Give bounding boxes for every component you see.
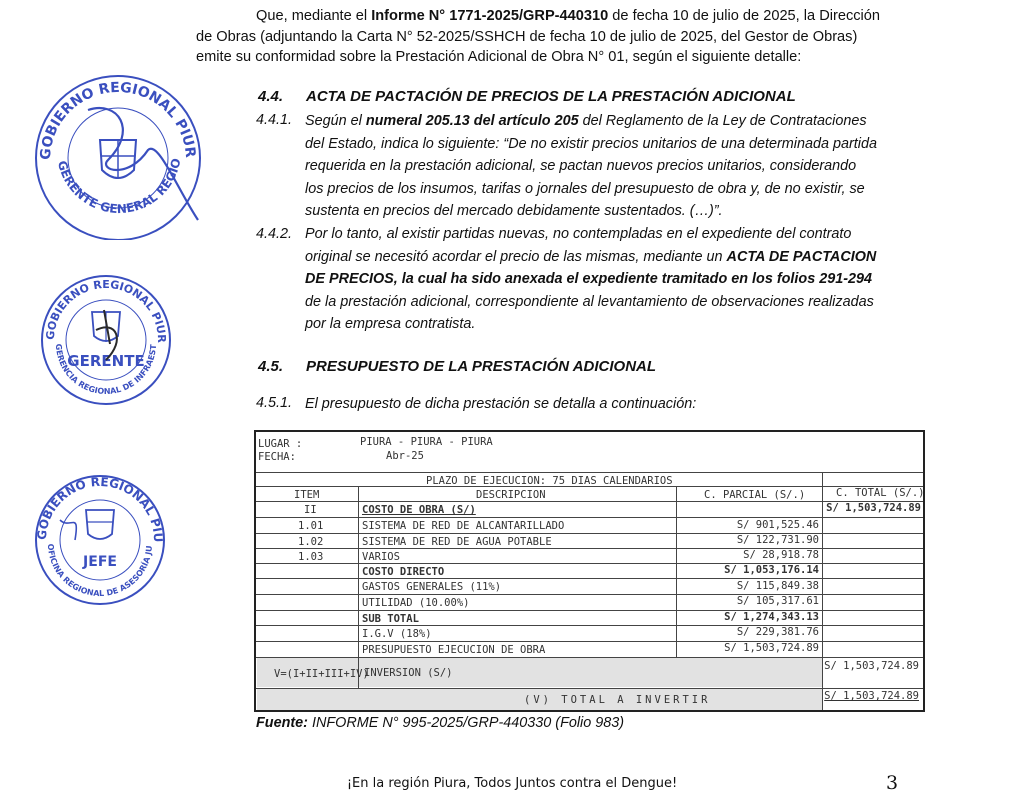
stamp-gerente-general bbox=[28, 70, 208, 245]
text: Según el bbox=[305, 113, 366, 129]
inversion-desc: INVERSION (S/) bbox=[364, 667, 453, 679]
text: original se necesitó acordar el precio de las mismas, mediante un bbox=[305, 248, 727, 265]
stamp-2-role: GERENTE bbox=[67, 352, 145, 370]
peru-emblem-icon bbox=[86, 510, 114, 539]
row-2-item: 1.02 bbox=[298, 536, 324, 548]
stamp-3-top: GOBIERNO REGIONAL PIU bbox=[34, 474, 166, 543]
informe-reference: Informe N° 1771-2025/GRP-440310 bbox=[371, 8, 609, 24]
intro-line-3: emite su conformidad sobre la Prestación Adicional de Obra N° 01, según el siguiente detalle: bbox=[196, 49, 802, 65]
intro-text: de fecha 10 de julio de 2025, la Dirección bbox=[608, 8, 881, 24]
text: del Reglamento de la Ley de Contrataciones bbox=[578, 113, 867, 129]
summary-2-desc: GASTOS GENERALES (11%) bbox=[362, 581, 502, 593]
fecha-value: Abr-25 bbox=[386, 450, 424, 462]
paragraph-number: 4.4.2. bbox=[256, 226, 293, 242]
footer-slogan: ¡En la región Piura, Todos Juntos contra el Dengue! bbox=[346, 776, 678, 791]
header-c-total: C. TOTAL (S/.) bbox=[836, 487, 925, 499]
section-title: PRESUPUESTO DE LA PRESTACIÓN ADICIONAL bbox=[306, 358, 657, 375]
summary-1-desc: COSTO DIRECTO bbox=[362, 566, 445, 578]
p441-line-3: requerida en la prestación adicional, se pactan nuevos precios unitarios, considerando bbox=[305, 158, 857, 175]
row-2-desc: SISTEMA DE RED DE AGUA POTABLE bbox=[362, 536, 552, 548]
row-3-desc: VARIOS bbox=[362, 551, 400, 563]
signature-icon bbox=[60, 520, 76, 540]
p442-line-2 bbox=[305, 246, 897, 269]
grand-total-label: (V) TOTAL A INVERTIR bbox=[524, 694, 711, 706]
intro-paragraph bbox=[196, 6, 900, 68]
inversion-item: V=(I+II+III+IV) bbox=[274, 668, 369, 680]
section-title: ACTA DE PACTACIÓN DE PRECIOS DE LA PRESTACIÓN ADICIONAL bbox=[306, 88, 796, 105]
budget-table bbox=[254, 430, 925, 712]
svg-text:GOBIERNO REGIONAL PIURA bbox=[36, 270, 168, 343]
stamp-gerencia-infraestructura bbox=[36, 270, 176, 415]
svg-text:GOBIERNO REGIONAL PIURA bbox=[30, 470, 165, 543]
p441-line-5: sustenta en precios del mercado debidamente sustentados. (…)”. bbox=[305, 203, 723, 220]
paragraph-4-4-1 bbox=[305, 110, 897, 223]
stamp-1-bottom: GERENTE GENERAL REGIO bbox=[54, 157, 184, 217]
svg-text:GOBIERNO REGIONAL PIURA bbox=[28, 70, 198, 160]
summary-4-parcial: S/ 1,274,343.13 bbox=[724, 611, 819, 623]
section-number: 4.4. bbox=[258, 88, 284, 105]
header-descripcion: DESCRIPCION bbox=[476, 489, 546, 501]
acta-reference: ACTA DE PACTACION bbox=[726, 248, 877, 265]
stamp-3-role: JEFE bbox=[83, 554, 117, 570]
source-label: Fuente: bbox=[256, 715, 308, 731]
intro-text: Que, mediante el bbox=[256, 8, 372, 24]
costo-obra-item: II bbox=[304, 504, 317, 516]
paragraph-number: 4.4.1. bbox=[256, 112, 293, 128]
stamp-2-bottom: GERENCIA REGIONAL DE INFRAEST bbox=[53, 343, 159, 397]
intro-line-1 bbox=[196, 6, 900, 27]
paragraph-4-4-2 bbox=[305, 223, 897, 336]
row-1-desc: SISTEMA DE RED DE ALCANTARILLADO bbox=[362, 520, 565, 532]
p442-line-1: Por lo tanto, al existir partidas nuevas, no contempladas en el expediente del contrato bbox=[305, 226, 852, 242]
stamp-1-top: GOBIERNO REGIONAL PIUR bbox=[37, 79, 199, 161]
section-number: 4.5. bbox=[258, 358, 284, 375]
lugar-label: LUGAR : bbox=[258, 438, 303, 450]
numeral-reference: numeral 205.13 del artículo 205 bbox=[365, 113, 579, 129]
grand-total-value: S/ 1,503,724.89 bbox=[824, 690, 919, 702]
table-source bbox=[256, 715, 624, 731]
p442-line-5: por la empresa contratista. bbox=[305, 316, 476, 333]
summary-6-parcial: S/ 1,503,724.89 bbox=[724, 642, 819, 654]
costo-obra-desc: COSTO DE OBRA (S/) bbox=[362, 504, 476, 516]
stamp-2-top: GOBIERNO REGIONAL PIUR bbox=[43, 277, 169, 343]
intro-line-2: de Obras (adjuntando la Carta N° 52-2025/SSHCH de fecha 10 de julio de 2025, del Gestor de Obras) bbox=[196, 28, 858, 45]
summary-5-parcial: S/ 229,381.76 bbox=[736, 626, 819, 638]
p441-line-1 bbox=[305, 110, 897, 133]
header-c-parcial: C. PARCIAL (S/.) bbox=[704, 489, 806, 501]
inversion-total: S/ 1,503,724.89 bbox=[824, 660, 919, 672]
stamp-3-bottom: OFICINA REGIONAL DE ASESORÍA JU bbox=[45, 543, 155, 599]
summary-2-parcial: S/ 115,849.38 bbox=[736, 580, 819, 592]
p441-line-2: del Estado, indica lo siguiente: “De no existir precios unitarios de una determinada partida bbox=[305, 135, 877, 152]
summary-5-desc: I.G.V (18%) bbox=[362, 628, 432, 640]
lugar-value: PIURA - PIURA - PIURA bbox=[360, 436, 493, 448]
costo-obra-total: S/ 1,503,724.89 bbox=[826, 502, 921, 514]
row-3-parcial: S/ 28,918.78 bbox=[743, 549, 819, 561]
page-number: 3 bbox=[886, 772, 899, 794]
summary-3-desc: UTILIDAD (10.00%) bbox=[362, 597, 470, 609]
p442-line-3: DE PRECIOS, la cual ha sido anexada el expediente tramitado en los folios 291-294 bbox=[305, 271, 873, 288]
row-1-item: 1.01 bbox=[298, 520, 324, 532]
summary-1-parcial: S/ 1,053,176.14 bbox=[724, 564, 819, 576]
stamp-asesoria-juridica bbox=[30, 470, 170, 615]
summary-4-desc: SUB TOTAL bbox=[362, 613, 419, 625]
p441-line-4: los precios de los insumos, tarifas o jornales del presupuesto de obra y, de no existir, se bbox=[305, 180, 865, 197]
paragraph-number: 4.5.1. bbox=[256, 395, 293, 411]
summary-3-parcial: S/ 105,317.61 bbox=[736, 595, 819, 607]
row-3-item: 1.03 bbox=[298, 551, 324, 563]
p442-line-4: de la prestación adicional, correspondiente al levantamiento de observaciones realizadas bbox=[305, 293, 874, 310]
row-1-parcial: S/ 901,525.46 bbox=[736, 519, 819, 531]
source-text: INFORME N° 995-2025/GRP-440330 (Folio 983) bbox=[307, 715, 625, 731]
summary-6-desc: PRESUPUESTO EJECUCION DE OBRA bbox=[362, 644, 546, 656]
plazo-ejecucion: PLAZO DE EJECUCION: 75 DIAS CALENDARIOS bbox=[426, 475, 673, 487]
header-item: ITEM bbox=[294, 489, 320, 501]
fecha-label: FECHA: bbox=[258, 451, 296, 463]
row-2-parcial: S/ 122,731.90 bbox=[736, 534, 819, 546]
paragraph-4-5-1: El presupuesto de dicha prestación se detalla a continuación: bbox=[305, 396, 697, 412]
